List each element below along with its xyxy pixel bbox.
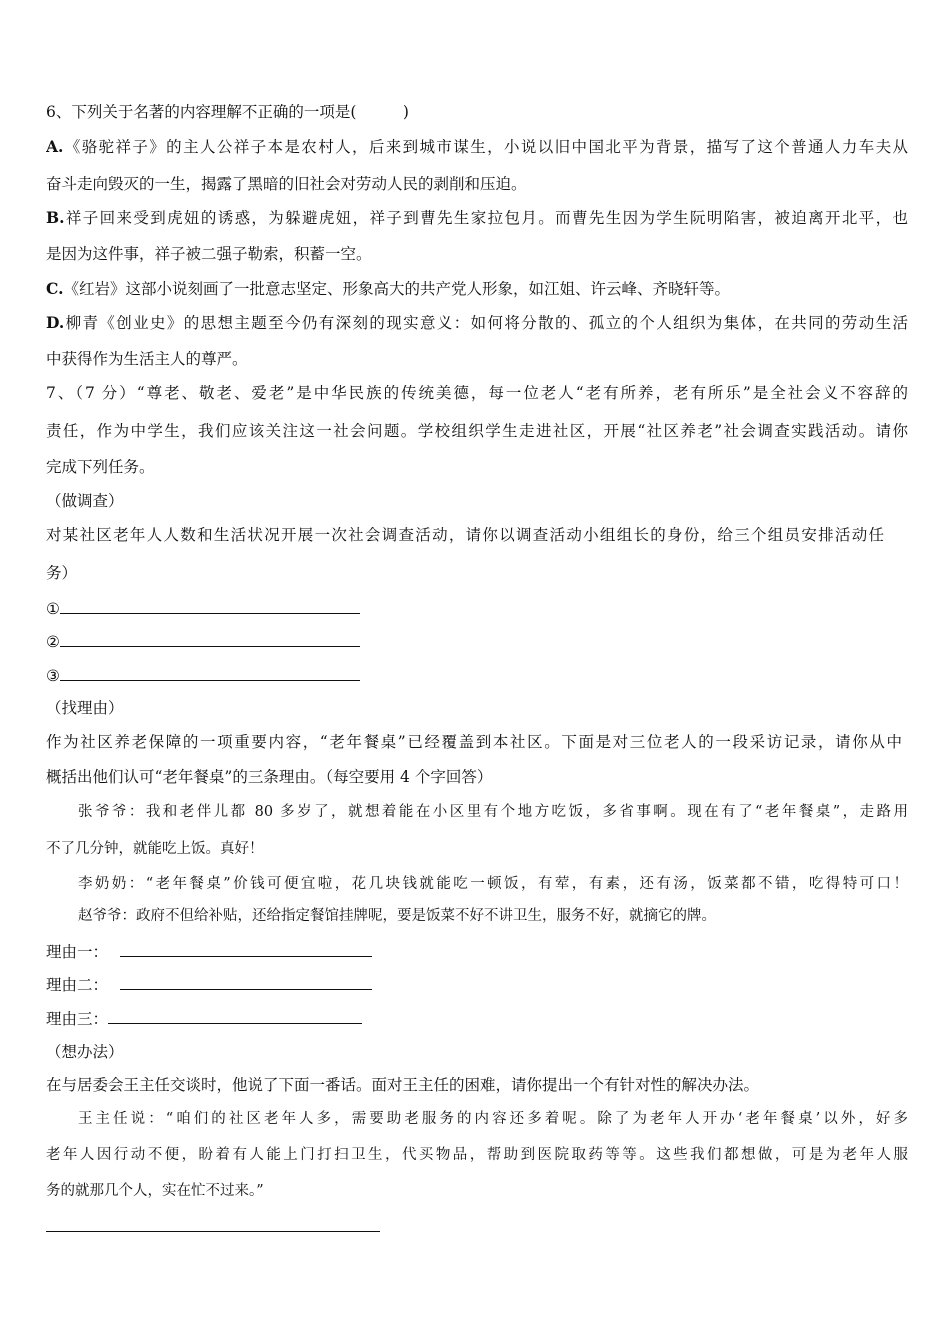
solution-task: 在与居委会王主任交谈时，他说了下面一番话。面对王主任的困难，请你提出一个有针对性的解决办法。 [46, 1076, 760, 1094]
reason-label-1: 理由一： [46, 943, 109, 961]
q6-option-d-cont: 中获得作为生活主人的尊严。 [46, 350, 248, 368]
solution-heading: （想办法） [46, 1043, 124, 1061]
wang-speech-end: 务的就那几个人，实在忙不过来。” [46, 1183, 264, 1199]
option-d-text: 柳青《创业史》的思想主题至今仍有深刻的现实意义：如何将分散的、孤立的个人组织为集体，在共同的劳动生活 [64, 314, 908, 332]
option-a-label: A. [46, 137, 64, 156]
reasons-heading: （找理由） [46, 699, 124, 717]
survey-item-1 [46, 597, 908, 620]
solution-answer-line[interactable] [46, 1231, 380, 1232]
survey-answer-2[interactable] [60, 630, 360, 647]
interview-zhang-cont: 不了几分钟，就能吃上饭。真好！ [46, 841, 264, 857]
option-b-text: 祥子回来受到虎妞的诱惑，为躲避虎妞，祥子到曹先生家拉包月。而曹先生因为学生阮明陷害，被迫离开北平，也 [64, 209, 908, 227]
option-b-label: B. [46, 208, 65, 227]
interview-zhao: 赵爷爷：政府不但给补贴，还给指定餐馆挂牌呢，要是饭菜不好不讲卫生，服务不好，就摘它的牌。 [78, 908, 716, 924]
q7-intro [46, 382, 908, 404]
reason-label-3: 理由三： [46, 1010, 109, 1028]
item-marker: ③ [46, 667, 60, 685]
interview-zhang: 张爷爷：我和老伴儿都 80 多岁了，就想着能在小区里有个地方吃饭，多省事啊。现在有了“老年餐桌”，走路用 [78, 804, 908, 820]
reason-answer-2[interactable] [120, 973, 372, 990]
q6-option-b-cont: 是因为这件事，祥子被二强子勒索，积蓄一空。 [46, 245, 372, 263]
q6-option-b[interactable] [46, 207, 908, 229]
reason-label-2: 理由二： [46, 976, 109, 994]
reason-row-2 [46, 973, 908, 996]
survey-answer-1[interactable] [60, 597, 360, 614]
item-marker: ① [46, 600, 60, 618]
survey-item-3 [46, 664, 908, 687]
reason-answer-3[interactable] [108, 1007, 362, 1024]
q7-intro-text: “尊老、敬老、爱老”是中华民族的传统美德，每一位老人“老有所养，老有所乐”是全社会义不容辞的 [136, 384, 908, 402]
reasons-task-cont: 概括出他们认可“老年餐桌”的三条理由。（每空要用 4 个字回答） [46, 768, 493, 786]
reason-answer-1[interactable] [120, 940, 372, 957]
survey-heading: （做调查） [46, 492, 124, 510]
q6-stem: 6、下列关于名著的内容理解不正确的一项是( ) [46, 103, 409, 121]
q6-option-d[interactable] [46, 312, 908, 334]
q7-intro-end: 完成下列任务。 [46, 458, 155, 476]
q7-number: 7、（7 分） [46, 384, 137, 402]
item-marker: ② [46, 633, 60, 651]
q6-option-c[interactable] [46, 278, 908, 300]
option-c-text: 《红岩》这部小说刻画了一批意志坚定、形象高大的共产党人形象，如江姐、许云峰、齐晓轩等。 [63, 280, 730, 298]
option-d-label: D. [46, 313, 65, 332]
survey-item-2 [46, 630, 908, 653]
q6-option-a[interactable] [46, 136, 908, 158]
survey-task: 对某社区老年人人数和生活状况开展一次社会调查活动，请你以调查活动小组组长的身份，给三个组员安排活动任 [46, 526, 884, 544]
q6-option-a-cont: 奋斗走向毁灭的一生，揭露了黑暗的旧社会对劳动人民的剥削和压迫。 [46, 175, 527, 193]
interview-li: 李奶奶：“老年餐桌”价钱可便宜啦，花几块钱就能吃一顿饭，有荤，有素，还有汤，饭菜都不错，吃得特可口！ [78, 876, 908, 892]
survey-answer-3[interactable] [60, 664, 360, 681]
wang-speech: 王主任说：“咱们的社区老年人多，需要助老服务的内容还多着呢。除了为老年人开办‘老年餐桌’以外，好多 [78, 1111, 908, 1127]
option-a-text: 《骆驼祥子》的主人公祥子本是农村人，后来到城市谋生，小说以旧中国北平为背景，描写了这个普通人力车夫从 [63, 138, 908, 156]
reason-row-1 [46, 940, 908, 963]
q7-intro-cont: 责任，作为中学生，我们应该关注这一社会问题。学校组织学生走进社区，开展“社区养老”社会调查实践活动。请你 [46, 422, 908, 440]
reason-row-3 [46, 1007, 908, 1030]
survey-task-cont: 务） [46, 564, 78, 582]
wang-speech-cont: 老年人因行动不便，盼着有人能上门打扫卫生，代买物品，帮助到医院取药等等。这些我们都想做，可是为老年人服 [46, 1147, 908, 1163]
option-c-label: C. [46, 279, 64, 298]
reasons-task: 作为社区养老保障的一项重要内容，“老年餐桌”已经覆盖到本社区。下面是对三位老人的一段采访记录，请你从中 [46, 733, 902, 751]
